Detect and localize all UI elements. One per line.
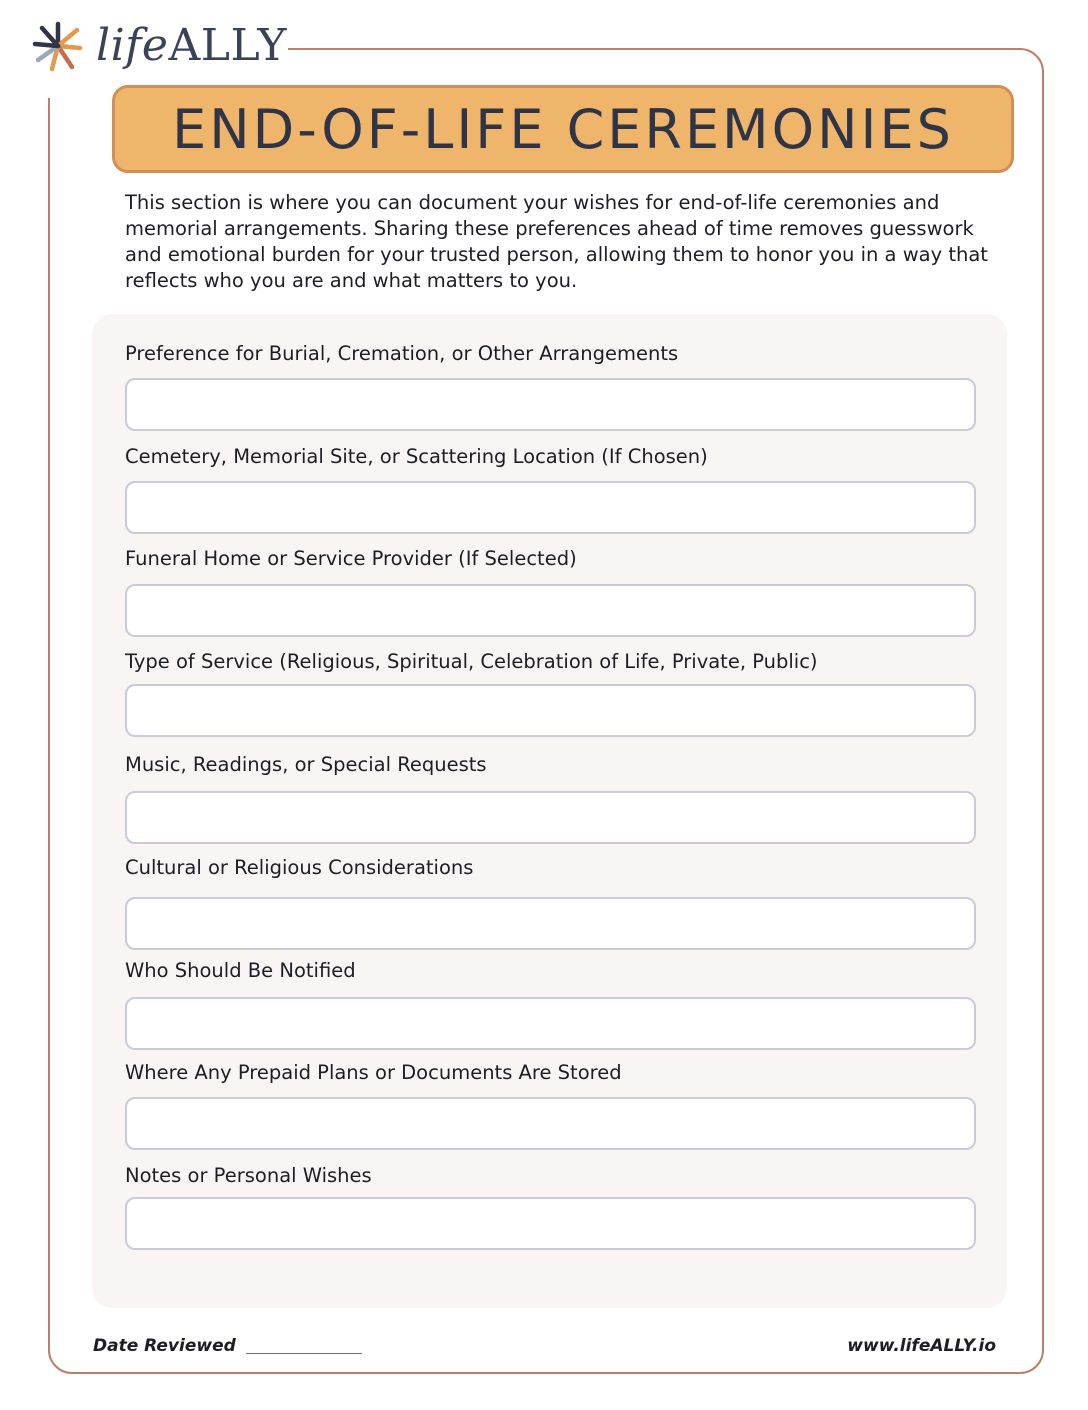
field-label: Type of Service (Religious, Spiritual, Celebration of Life, Private, Public) bbox=[125, 650, 818, 673]
field-burial-preference bbox=[125, 341, 976, 367]
field-label: Cemetery, Memorial Site, or Scattering Location (If Chosen) bbox=[125, 445, 708, 468]
date-reviewed-line[interactable] bbox=[246, 1353, 362, 1354]
memorial-location-input[interactable] bbox=[125, 481, 976, 534]
field-label: Music, Readings, or Special Requests bbox=[125, 753, 487, 776]
website-link[interactable]: www.lifeALLY.io bbox=[847, 1336, 996, 1356]
field-cultural-considerations bbox=[125, 855, 976, 881]
cultural-considerations-input[interactable] bbox=[125, 897, 976, 950]
intro-paragraph: This section is where you can document your wishes for end-of-life ceremonies and memorial arrangements. Sharing these preferences ahead of time removes guesswork and emotional burden for your trusted person, allowing them to honor you in a way that reflects who you are and what matters to you. bbox=[125, 191, 988, 292]
brand-name-suffix: ALLY bbox=[168, 20, 287, 71]
field-who-notified bbox=[125, 958, 976, 984]
date-reviewed-label: Date Reviewed bbox=[93, 1336, 236, 1356]
field-funeral-home bbox=[125, 546, 976, 572]
field-label: Funeral Home or Service Provider (If Selected) bbox=[125, 547, 577, 570]
field-label: Preference for Burial, Cremation, or Other Arrangements bbox=[125, 342, 679, 365]
field-label: Where Any Prepaid Plans or Documents Are Stored bbox=[125, 1061, 622, 1084]
field-memorial-location bbox=[125, 444, 976, 470]
brand-name-prefix: life bbox=[96, 20, 169, 71]
starburst-logo-icon bbox=[30, 18, 86, 74]
field-prepaid-plans bbox=[125, 1060, 976, 1086]
field-label: Notes or Personal Wishes bbox=[125, 1164, 372, 1187]
field-label: Cultural or Religious Considerations bbox=[125, 856, 474, 879]
field-service-type bbox=[125, 649, 976, 675]
field-personal-wishes bbox=[125, 1163, 976, 1189]
field-music-readings bbox=[125, 752, 976, 778]
title-banner bbox=[112, 85, 1014, 173]
service-type-input[interactable] bbox=[125, 684, 976, 737]
page-title: END-OF-LIFE CEREMONIES bbox=[172, 97, 954, 161]
date-reviewed bbox=[93, 1336, 362, 1356]
prepaid-plans-input[interactable] bbox=[125, 1097, 976, 1150]
burial-preference-input[interactable] bbox=[125, 378, 976, 431]
brand-logo bbox=[30, 18, 287, 74]
field-label: Who Should Be Notified bbox=[125, 959, 356, 982]
funeral-home-input[interactable] bbox=[125, 584, 976, 637]
brand-wordmark bbox=[96, 20, 287, 71]
music-readings-input[interactable] bbox=[125, 791, 976, 844]
personal-wishes-input[interactable] bbox=[125, 1197, 976, 1250]
who-notified-input[interactable] bbox=[125, 997, 976, 1050]
